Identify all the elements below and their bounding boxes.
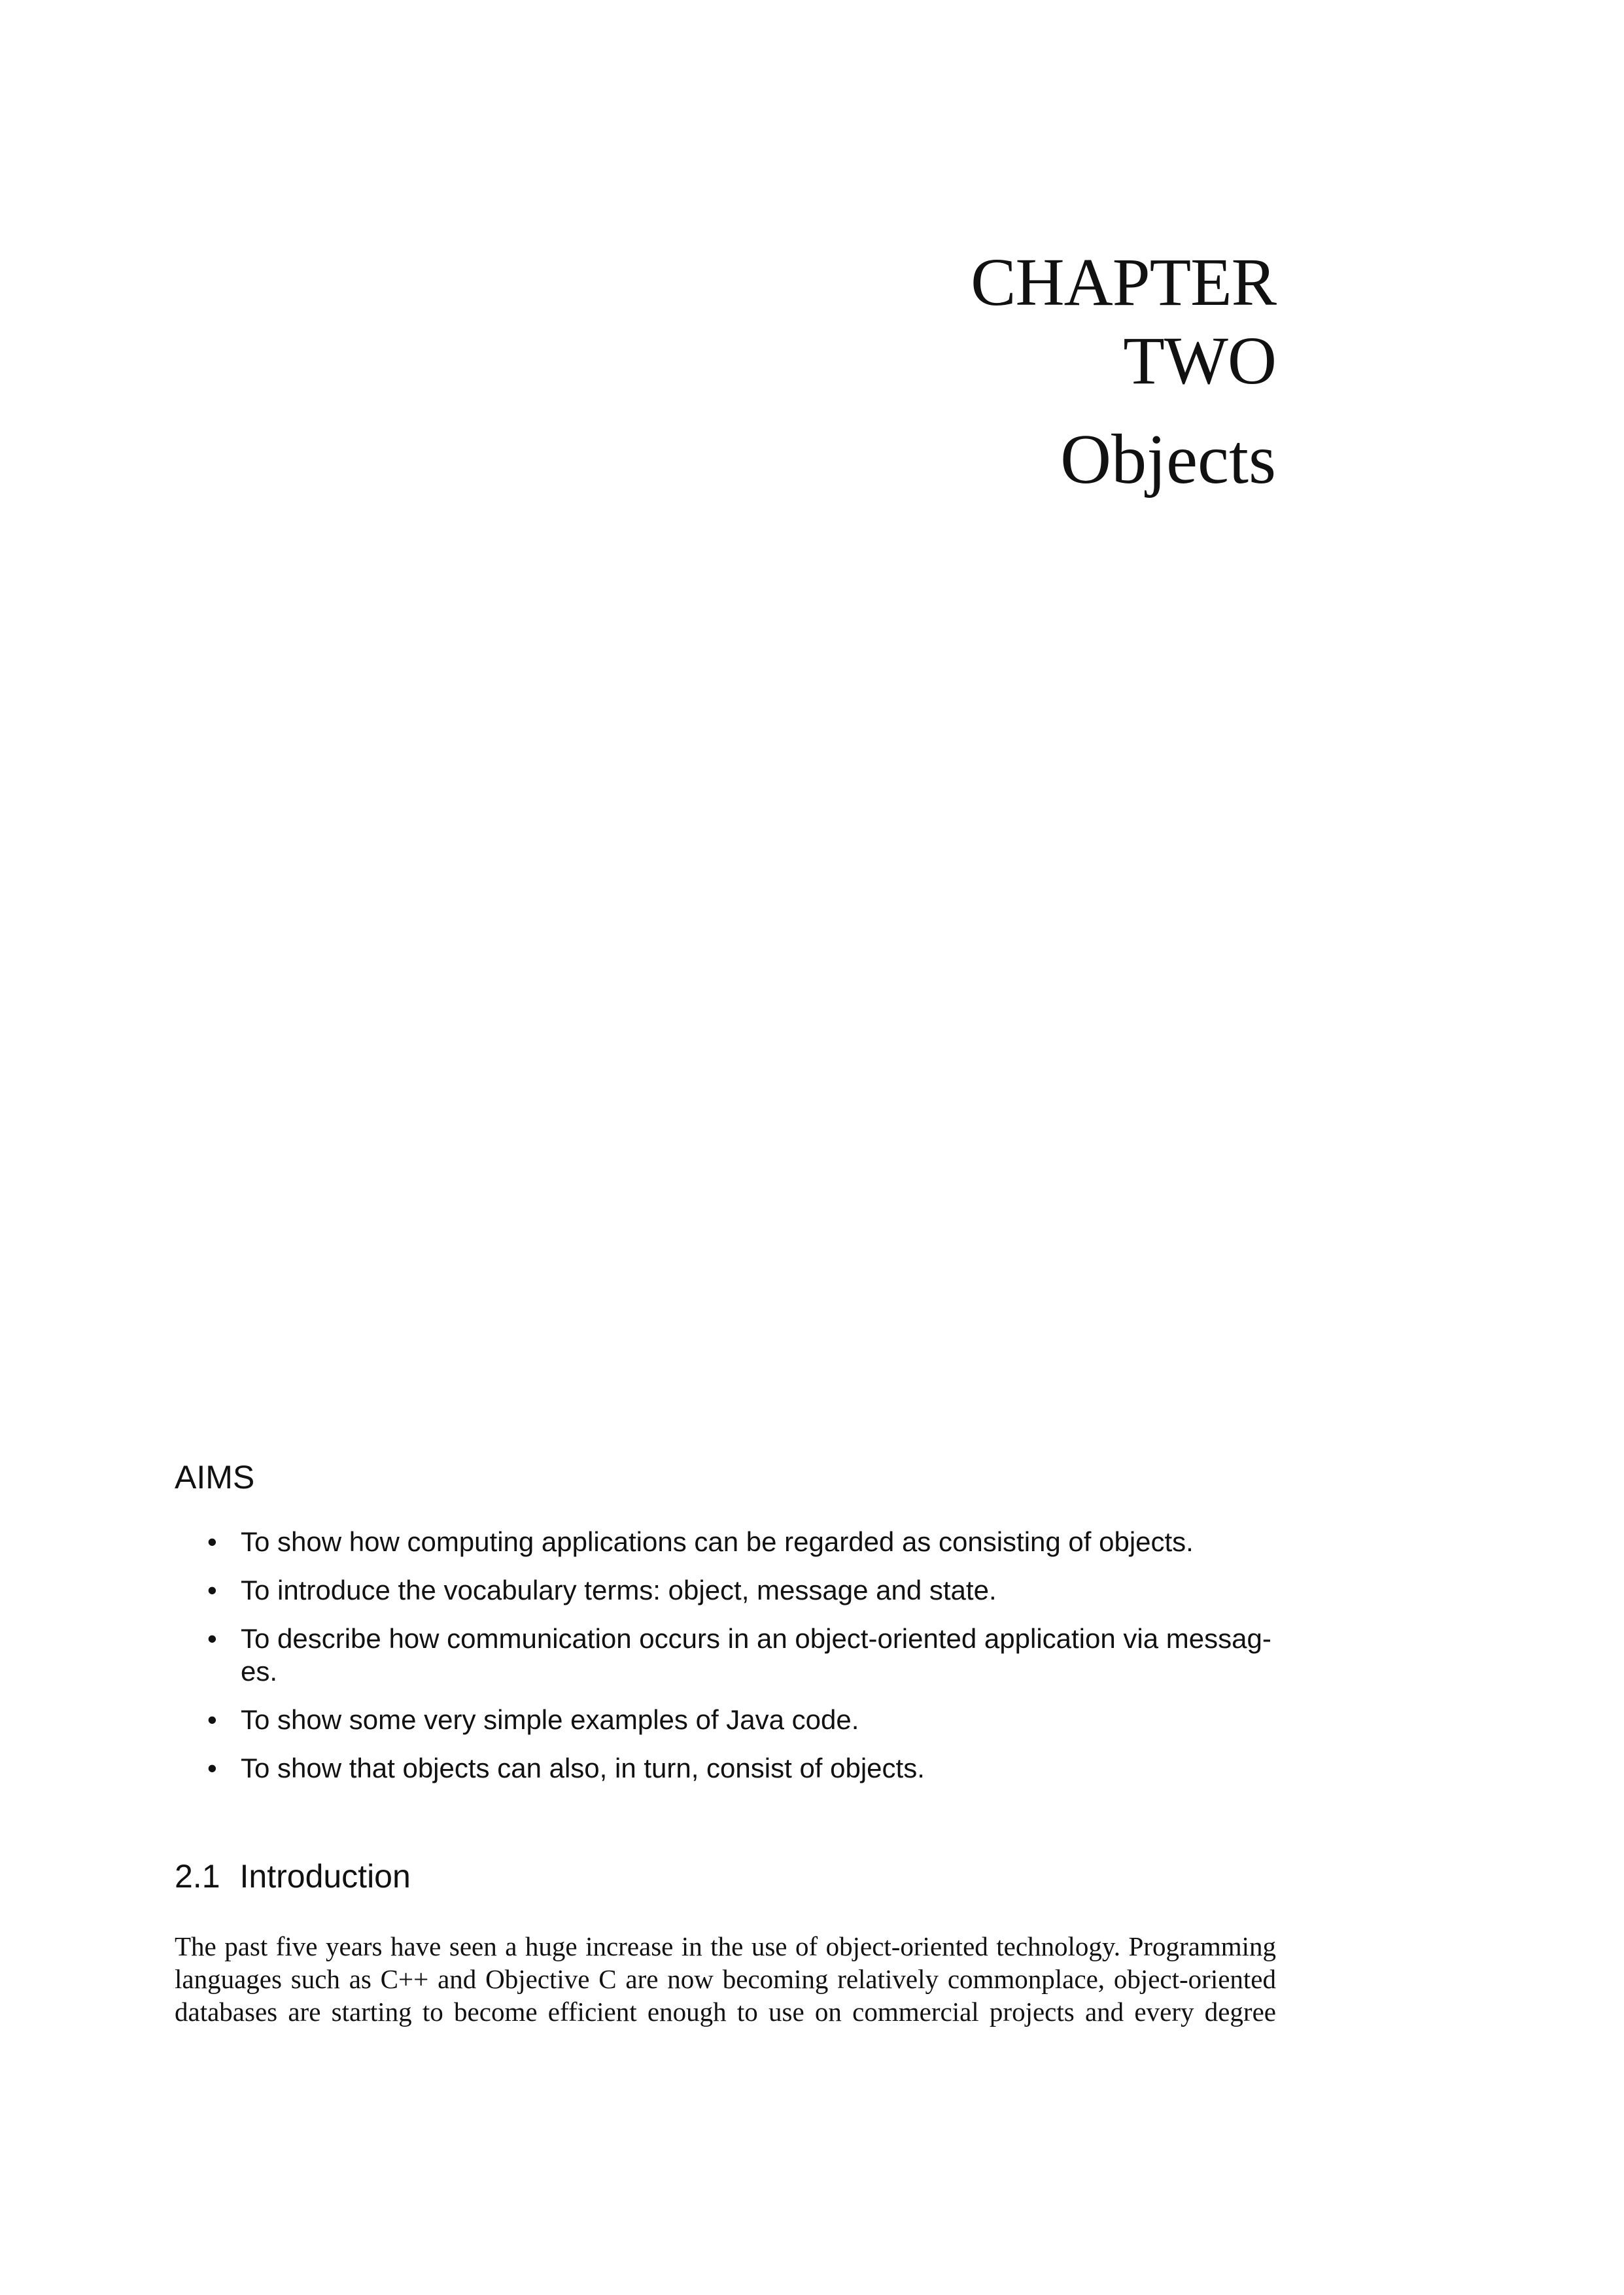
aims-item-text: To show some very simple examples of Java code. xyxy=(241,1704,859,1735)
intro-paragraph: The past five years have seen a huge increase in the use of object-oriented technology. Programming languages such as C++ and Objective C are now becoming relatively commonplace, object-oriented databases are starting to become efficient enough to use on commercial projects and every degree xyxy=(175,1931,1276,2027)
aims-list xyxy=(175,1526,1276,1800)
aims-list-item xyxy=(175,1752,1276,1785)
bullet-icon: • xyxy=(207,1575,217,1605)
aims-item-text: To show how computing applications can be regarded as consisting of objects. xyxy=(241,1526,1194,1557)
aims-list-item xyxy=(175,1622,1276,1688)
chapter-label: CHAPTER xyxy=(971,245,1276,320)
bullet-icon: • xyxy=(207,1753,217,1783)
bullet-icon: • xyxy=(207,1704,217,1735)
aims-item-text: To describe how communication occurs in an object-oriented application via messag-es. xyxy=(241,1623,1271,1687)
chapter-title: Objects xyxy=(1060,421,1276,499)
chapter-number: TWO xyxy=(1123,323,1276,398)
section-heading xyxy=(175,1857,411,1896)
aims-list-item xyxy=(175,1526,1276,1558)
aims-list-item xyxy=(175,1574,1276,1607)
aims-item-text: To show that objects can also, in turn, consist of objects. xyxy=(241,1753,925,1783)
aims-list-item xyxy=(175,1704,1276,1736)
aims-item-text: To introduce the vocabulary terms: object, message and state. xyxy=(241,1575,997,1605)
section-title: Introduction xyxy=(239,1858,411,1895)
bullet-icon: • xyxy=(207,1526,217,1557)
chapter-heading xyxy=(971,243,1276,400)
bullet-icon: • xyxy=(207,1623,217,1654)
section-number: 2.1 xyxy=(175,1858,220,1895)
aims-heading: AIMS xyxy=(175,1459,255,1496)
